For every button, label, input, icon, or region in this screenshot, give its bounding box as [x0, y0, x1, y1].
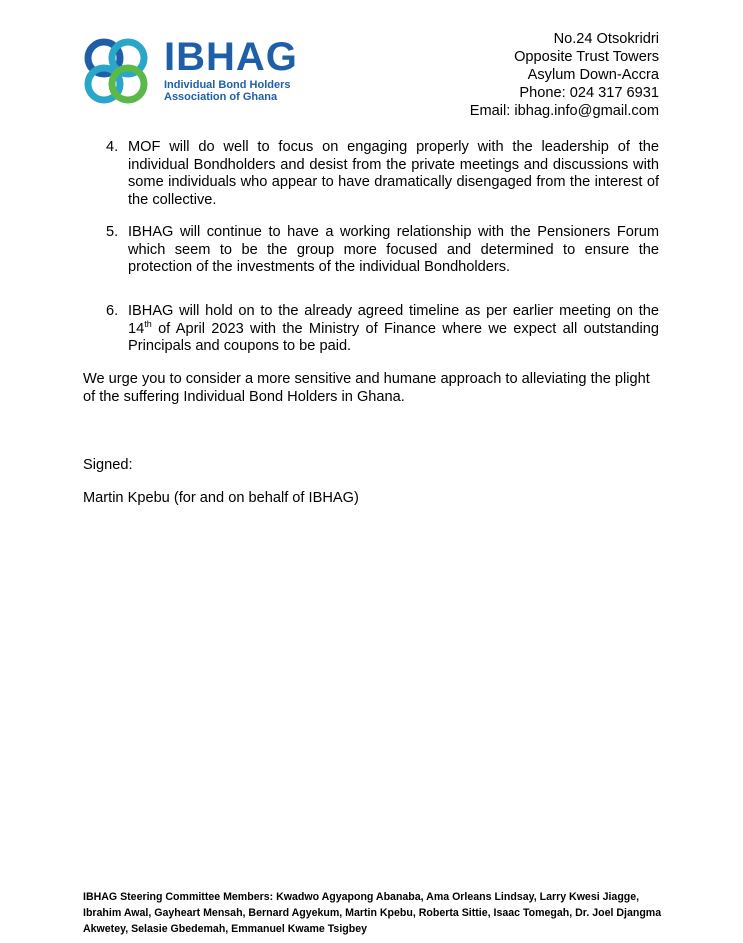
- steering-committee-footer: IBHAG Steering Committee Members: Kwadwo Agyapong Abanaba, Ama Orleans Lindsay, Larry Kwesi Jiagge, Ibrahim Awal, Gayheart Mensah, Bernard Agyekum, Martin Kpebu, Roberta Sittie, Isaac Tomegah, Dr. Joel Djangma Akwetey, Selasie Gbedemah, Emmanuel Kwame Tsigbey: [83, 891, 662, 935]
- logo-subtitle: Individual Bond Holders Association of Ghana: [164, 79, 291, 103]
- item-number: 6.: [106, 303, 119, 319]
- item-text: MOF will do well to focus on engaging properly with the leadership of the individual Bondholders and desist from the private meetings and discussions with some individuals who appear to have dramatically disengaged from the interest of the collective.: [128, 139, 659, 208]
- address-line: Asylum Down-Accra: [527, 67, 659, 83]
- ibhag-logo: [80, 34, 298, 112]
- email-line: Email: ibhag.info@gmail.com: [469, 103, 659, 119]
- signatory: Martin Kpebu (for and on behalf of IBHAG): [83, 490, 359, 506]
- ibhag-emblem-icon: [80, 34, 160, 112]
- list-item-5: [106, 224, 659, 277]
- item-text: IBHAG will hold on to the already agreed timeline as per earlier meeting on the 14th of April 2023 with the Ministry of Finance where we expect all outstanding Principals and coupons to be paid.: [128, 303, 659, 355]
- signed-label: Signed:: [83, 457, 133, 473]
- list-item-4: [106, 139, 659, 209]
- phone-line: Phone: 024 317 6931: [519, 85, 659, 101]
- address-line: No.24 Otsokridri: [553, 31, 659, 47]
- closing-paragraph: We urge you to consider a more sensitive and humane approach to alleviating the plight of the suffering Individual Bond Holders in Ghana.: [83, 371, 650, 405]
- address-line: Opposite Trust Towers: [514, 49, 659, 65]
- logo-wordmark: IBHAG: [164, 35, 298, 79]
- item-number: 5.: [106, 224, 119, 240]
- letterhead-address: [470, 30, 659, 120]
- list-item-6: [106, 303, 659, 356]
- item-number: 4.: [106, 139, 119, 155]
- item-text: IBHAG will continue to have a working relationship with the Pensioners Forum which seem to be the group more focused and determined to ensure the protection of the investments of the individual Bondholders.: [128, 224, 659, 276]
